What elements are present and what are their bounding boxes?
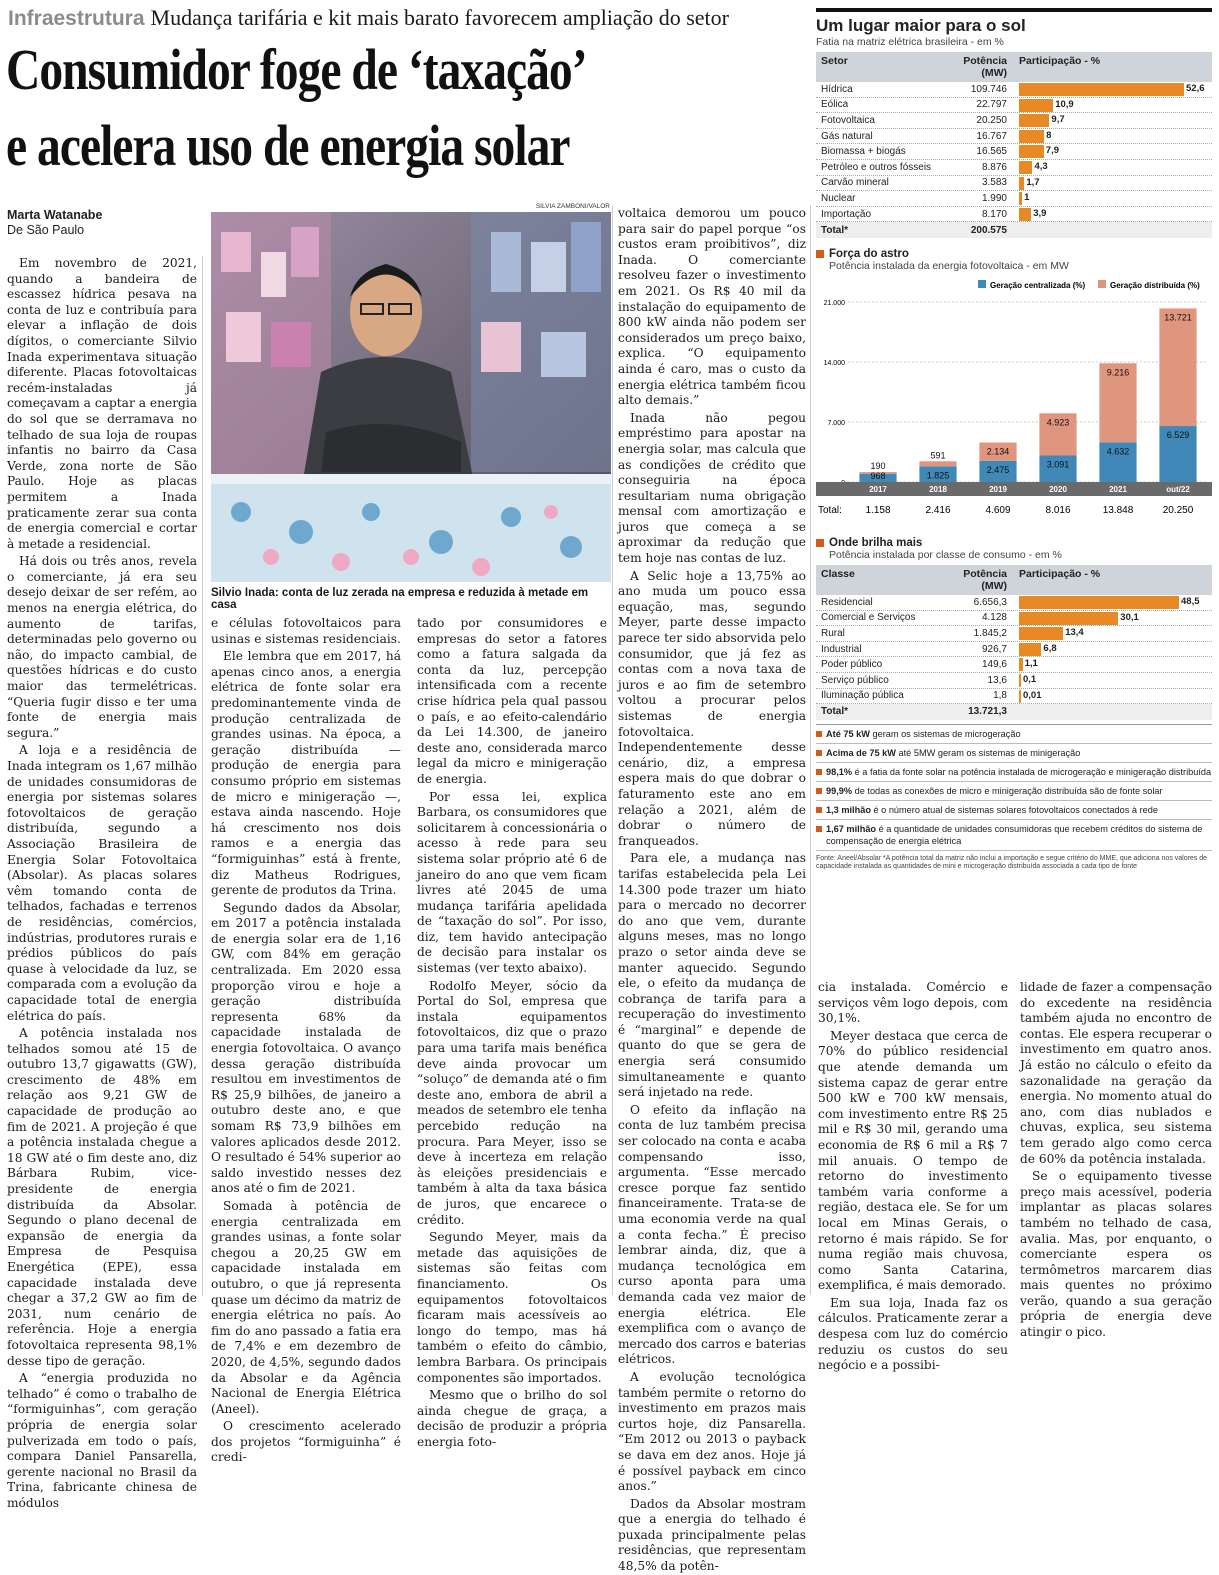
row-label: Biomassa + biogás bbox=[821, 146, 906, 158]
row-mw: 1.845,2 bbox=[973, 627, 1007, 639]
share-bar bbox=[1019, 177, 1024, 190]
value-label-centralizada: 2.475 bbox=[986, 464, 1010, 475]
value-label-centralizada: 968 bbox=[870, 470, 886, 481]
column-divider bbox=[202, 256, 203, 1296]
share-bar bbox=[1019, 643, 1041, 656]
fact-item: Acima de 75 kW até 5MW geram os sistemas de minigeração bbox=[816, 744, 1212, 763]
row-mw: 13,6 bbox=[987, 674, 1007, 686]
row-mw: 109.746 bbox=[970, 83, 1007, 95]
value-label-distribuida: 2.134 bbox=[986, 446, 1010, 457]
classe-table-header bbox=[816, 565, 1212, 595]
row-mw: 926,7 bbox=[981, 643, 1007, 655]
row-mw: 6.656,3 bbox=[973, 596, 1007, 608]
table-row bbox=[816, 113, 1212, 129]
row-label: Comercial e Serviços bbox=[821, 612, 916, 624]
share-value: 48,5 bbox=[1181, 595, 1200, 607]
share-value: 3,9 bbox=[1033, 207, 1047, 219]
bar-distribuida-out/22 bbox=[1159, 308, 1196, 426]
classe-title: Onde brilha mais bbox=[816, 537, 1212, 549]
col-header-participacao: Participação - % bbox=[1019, 567, 1101, 580]
value-label-distribuida: 4.923 bbox=[1046, 417, 1070, 428]
col-header-potencia: Potência (MW) bbox=[963, 567, 1007, 592]
row-label: Rural bbox=[821, 627, 845, 639]
total-label: 4.609 bbox=[985, 504, 1011, 516]
table-row bbox=[816, 689, 1212, 705]
matrix-total-row bbox=[816, 222, 1212, 238]
row-mw: 149,6 bbox=[981, 659, 1007, 671]
row-mw: 8.170 bbox=[981, 208, 1007, 220]
row-label: Importação bbox=[821, 208, 872, 220]
paragraph: tado por consumidores e empresas do setor a fatores como a fatura salgada da conta da luz, percepção intensificada com a recente crise hídrica pela qual passou o país, e ao efeito-calendário da Lei 14.300, de janeiro deste ano, considerada marco legal da micro e minigeração de energia. bbox=[417, 616, 607, 786]
col-header-participacao: Participação - % bbox=[1019, 55, 1101, 67]
total-label: 1.158 bbox=[865, 504, 891, 516]
row-mw: 1.990 bbox=[981, 192, 1007, 204]
row-label: Industrial bbox=[821, 643, 862, 655]
paragraph: Por essa lei, explica Barbara, os consumidores que solicitarem à concessionária o acesso à rede para seu sistema solar próprio até 6 de janeiro do ano que vem ficam livres até 2045 de uma mudança tarifária apelidada de “taxação do sol”. Por isso, diz, tem havido antecipação de decisão para instalar os sistemas (ver texto abaixo). bbox=[417, 789, 607, 976]
paragraph: A loja e a residência de Inada integram os 1,67 milhão de unidades consumidoras de energia por sistemas solares fotovoltaicos de geração distribuída, segundo a Associação Brasileira de Energia Solar Fotovoltaica (Absolar). As placas solares vêm tomando conta de telhados, fachadas e terrenos de residências, comércios, indústrias, produtores rurais e prédios públicos do país quase à velocidade da luz, se comparada com a evolução da capacidade total de energia elétrica do país. bbox=[7, 743, 197, 1023]
article-column-1 bbox=[7, 256, 197, 1510]
forca-title: Força do astro bbox=[816, 248, 1212, 260]
kicker bbox=[8, 5, 729, 31]
value-label-distribuida: 591 bbox=[930, 450, 946, 461]
y-tick-label: 14.000 bbox=[823, 359, 845, 367]
value-label-centralizada: 3.091 bbox=[1046, 459, 1070, 470]
row-label: Gás natural bbox=[821, 130, 873, 142]
share-bar bbox=[1019, 130, 1044, 143]
paragraph: Meyer destaca que cerca de 70% do público residencial que atende demanda um sistema capaz de gerar entre 500 kW e 700 kW mensais, com investimento entre R$ 25 mil e R$ 30 mil, gerando uma economia de R$ 6 mil a R$ 7 mil anuais. O tempo de retorno do investimento também varia conforme a região, destaca ele. Se for um local em Minas Gerais, o retorno é mais rápido. Se for numa região mais chuvosa, como Santa Catarina, exemplifica, é mais demorado. bbox=[818, 1028, 1008, 1293]
article-column-5 bbox=[818, 980, 1008, 1373]
share-bar bbox=[1019, 674, 1021, 687]
share-bar bbox=[1019, 690, 1021, 703]
x-tick-label: 2021 bbox=[1109, 484, 1127, 494]
table-row bbox=[816, 144, 1212, 160]
total-label: Total* bbox=[821, 224, 849, 236]
total-label: 8.016 bbox=[1045, 504, 1071, 516]
headline-line1: Consumidor foge de ‘taxação’ bbox=[6, 37, 587, 102]
article-column-4 bbox=[618, 206, 806, 1574]
row-mw: 22.797 bbox=[976, 99, 1007, 111]
table-row bbox=[816, 642, 1212, 658]
share-bar bbox=[1019, 658, 1023, 671]
article-column-3 bbox=[417, 616, 607, 1449]
paragraph: A Selic hoje a 13,75% ao ano muda um pouco essa equação, mas, segundo Meyer, parte desse impacto parece ter sido absorvida pelo consumidor, que já fez as contas com a nova taxa de juros e ao fim de setembro voltou a procurar pelos sistemas de energia fotovoltaica. Independentemente desse cenário, diz, a empresa espera mais do que dobrar o faturamento este ano em relação a 2021, além de dobrar o número de franqueados. bbox=[618, 568, 806, 848]
photo-credit: SILVIA ZAMBONI/VALOR bbox=[535, 203, 610, 210]
paragraph: e células fotovoltaicos para usinas e sistemas residenciais. bbox=[211, 616, 401, 646]
row-mw: 20.250 bbox=[976, 114, 1007, 126]
share-value: 1,1 bbox=[1024, 658, 1038, 670]
value-label-distribuida: 190 bbox=[870, 461, 886, 472]
share-value: 6,8 bbox=[1043, 642, 1057, 654]
col-header-potencia: Potência (MW) bbox=[963, 55, 1007, 79]
share-bar bbox=[1019, 145, 1044, 158]
paragraph: A evolução tecnológica também permite o retorno do investimento em prazos mais curtos hoje, diz Pansarella. “Em 2012 ou 2013 o payback se dava em dez anos. Hoje já é possível payback em cinco anos.” bbox=[618, 1369, 806, 1494]
paragraph: Em sua loja, Inada faz os cálculos. Praticamente zerar a despesa com luz do comércio reduziu os custos do seu negócio e a possibi- bbox=[818, 1295, 1008, 1373]
table-row bbox=[816, 191, 1212, 207]
share-bar bbox=[1019, 161, 1032, 174]
square-bullet-icon bbox=[816, 539, 824, 547]
col-header-classe: Classe bbox=[821, 567, 855, 580]
share-bar bbox=[1019, 627, 1063, 640]
total-value: 13.721,3 bbox=[968, 706, 1007, 718]
share-bar bbox=[1019, 596, 1179, 609]
paragraph: voltaica demorou um pouco para sair do papel porque “os custos eram proibitivos”, diz Inada. O comerciante resolveu fazer o investimento em 2021. Os R$ 40 mil da instalação do equipamento de 800 kW ainda não podem ser considerados um preço baixo, explica. “O equipamento ainda é caro, mas o custo da energia elétrica também ficou alto demais.” bbox=[618, 206, 806, 408]
row-label: Eólica bbox=[821, 99, 849, 111]
share-value: 10,9 bbox=[1055, 98, 1074, 110]
column-divider bbox=[810, 205, 811, 1295]
value-label-centralizada: 4.632 bbox=[1106, 446, 1130, 457]
row-mw: 4.128 bbox=[981, 612, 1007, 624]
paragraph: Rodolfo Meyer, sócio da Portal do Sol, empresa que instala equipamentos fotovoltaicos, diz que o prazo para uma tarifa mais benéfica deve ainda provocar um “soluço” de demanda até o fim deste ano, embora de abril a meados de setembro ele tenha percebido redução na procura. Para Meyer, isso se deve à incerteza em relação às eleições presidenciais e também à alta da taxa básica de juros, que encarece o crédito. bbox=[417, 978, 607, 1227]
facts-list bbox=[816, 724, 1212, 851]
table-row bbox=[816, 611, 1212, 627]
y-tick-label: 21.000 bbox=[823, 299, 845, 307]
table-row bbox=[816, 160, 1212, 176]
matrix-table-header bbox=[816, 52, 1212, 82]
table-row bbox=[816, 98, 1212, 114]
paragraph: Há dois ou três anos, revela o comerciante, já era seu desejo deixar de ser refém, ao menos na energia elétrica, do aumento de tarifas, determinadas pelo governo ou não, do impacto cambial, de questões hídricas e do custo maior das termelétricas. “Queria fugir disso e ter uma fonte de energia mais segura.” bbox=[7, 554, 197, 740]
y-tick-label: 7.000 bbox=[827, 419, 845, 427]
share-value: 8 bbox=[1046, 129, 1052, 141]
paragraph: A “energia produzida no telhado” é como o trabalho de “formiguinhas”, com geração própria de energia solar pulverizada em todo o país, compara Daniel Pansarella, gerente nacional no Brasil da Trina, fabricante chinesa de módulos bbox=[7, 1371, 197, 1510]
fact-item: 1,67 milhão é a quantidade de unidades consumidoras que recebem créditos do sistema de compensação de energia elétrica bbox=[816, 820, 1212, 851]
x-tick-label: out/22 bbox=[1166, 484, 1190, 494]
photo-illustration bbox=[211, 212, 611, 582]
author-name: Marta Watanabe bbox=[7, 208, 103, 222]
sidebar-infographic bbox=[816, 8, 1212, 872]
total-label: 2.416 bbox=[925, 504, 951, 516]
share-value: 1,7 bbox=[1026, 176, 1040, 188]
row-label: Poder público bbox=[821, 659, 883, 671]
forca-subtitle: Potência instalada da energia fotovoltaica - em MW bbox=[829, 259, 1069, 272]
share-bar bbox=[1019, 192, 1022, 205]
fact-item: 99,9% de todas as conexões de micro e minigeração distribuída são de fonte solar bbox=[816, 782, 1212, 801]
paragraph: Se o equipamento tivesse preço mais acessível, poderia implantar as placas solares também no telhado de casa, avalia. Mas, por enquanto, o comerciante espera os termômetros marcarem dias mais quentes no próximo verão, quando a sua geração própria de energia deve atingir o pico. bbox=[1020, 1169, 1212, 1340]
table-row bbox=[816, 207, 1212, 223]
x-tick-label: 2017 bbox=[869, 484, 887, 494]
row-mw: 3.583 bbox=[981, 177, 1007, 189]
article-column-6 bbox=[1020, 980, 1212, 1340]
paragraph: lidade de fazer a compensação do excedente na residência também ajuda no encontro de contas. Ele espera recuperar o investimento em quatro anos. Já estão no cálculo o efeito da sazonalidade na geração da energia. No momento atual do ano, com dias nublados e chuvas, explica, seu sistema tem gerado algo como cerca de 60% da potência instalada. bbox=[1020, 980, 1212, 1166]
value-label-centralizada: 1.825 bbox=[926, 470, 950, 481]
share-value: 13,4 bbox=[1065, 627, 1084, 639]
total-value: 200.575 bbox=[970, 224, 1007, 236]
table-row bbox=[816, 657, 1212, 673]
share-bar bbox=[1019, 612, 1118, 625]
matrix-table bbox=[816, 82, 1212, 222]
table-row bbox=[816, 626, 1212, 642]
total-label: 20.250 bbox=[1162, 504, 1194, 516]
paragraph: Para ele, a mudança nas tarifas estabelecida pela Lei 14.300 pode trazer um hiato para o mercado no decorrer do ano que vem, durante alguns meses, mas no longo prazo o setor ainda deve se manter aquecido. Segundo ele, o efeito da mudança de cobrança de tarifa para a recuperação do investimento é “marginal” e depende de quanto do que se gera de energia será consumido simultaneamente e quanto será injetado na rede. bbox=[618, 851, 806, 1100]
x-tick-label: 2018 bbox=[929, 484, 947, 494]
headline-line2: e acelera uso de energia solar bbox=[6, 113, 570, 178]
article-column-2 bbox=[211, 616, 401, 1465]
share-value: 0,1 bbox=[1023, 673, 1037, 685]
fact-item: Até 75 kW geram os sistemas de microgeração bbox=[816, 725, 1212, 744]
row-mw: 16.767 bbox=[976, 130, 1007, 142]
paragraph: Segundo dados da Absolar, em 2017 a potência instalada de energia solar era de 1,16 GW, com 84% em geração centralizada. Em 2020 essa proporção virou e hoje a geração distribuída representa 68% da capacidade instalada de energia fotovoltaica. O avanço dessa geração distribuída resultou em investimentos de R$ 25,9 bilhões, de janeiro a outubro deste ano, e que somam R$ 73,9 bilhões em valores aplicados desde 2012. O resultado é 54% superior ao saldo investido nesses dez anos até o fim de 2021. bbox=[211, 900, 401, 1196]
share-value: 30,1 bbox=[1120, 611, 1139, 623]
byline bbox=[7, 208, 102, 238]
fact-item: 1,3 milhão é o número atual de sistemas solares fotovoltaicos conectados à rede bbox=[816, 801, 1212, 820]
total-label: 13.848 bbox=[1102, 504, 1134, 516]
paragraph: O efeito da inflação na conta de luz também precisa ser colocado na conta e acaba compensando isso, argumenta. “Esse mercado cresce porque faz sentido financeiramente. Trata-se de uma economia verde na qual a conta fecha.” É preciso lembrar ainda, diz, que a mudança tecnológica em curso aponta para uma demanda cada vez maior de energia elétrica. Ele exemplifica com o avanço de mercado dos carros e baterias elétricos. bbox=[618, 1102, 806, 1367]
row-label: Residencial bbox=[821, 596, 873, 608]
classe-subtitle: Potência instalada por classe de consumo - em % bbox=[829, 548, 1062, 561]
share-value: 7,9 bbox=[1045, 145, 1059, 157]
paragraph: Inada não pegou empréstimo para apostar na energia solar, mas calcula que as condições de crédito que conseguiria na época resultariam numa obrigação mensal com amortização e juros que começa a se aproximar da redução que tem hoje nas contas de luz. bbox=[618, 410, 806, 566]
table-row bbox=[816, 595, 1212, 611]
column-divider bbox=[612, 205, 613, 1295]
x-tick-label: 2019 bbox=[989, 484, 1007, 494]
value-label-centralizada: 6.529 bbox=[1166, 429, 1190, 440]
classe-table bbox=[816, 595, 1212, 704]
paragraph: cia instalada. Comércio e serviços vêm logo depois, com 30,1%. bbox=[818, 980, 1008, 1026]
row-label: Nuclear bbox=[821, 192, 856, 204]
table-row bbox=[816, 129, 1212, 145]
paragraph: O crescimento acelerado dos projetos “formiguinha” é credi- bbox=[211, 1419, 401, 1465]
source-note: Fonte: Aneel/Absolar *A potência total da matriz não inclui a importação e segue critério do MME, que adiciona nos valores de capacidade instalada as quantidades de mini e microgeração distribuída associada a cada tipo de fonte bbox=[816, 854, 1208, 871]
paragraph: Segundo Meyer, mais da metade das aquisições de sistemas são feitas com financiamento. Os equipamentos fotovoltaicos ficaram mais acessíveis ao longo do tempo, mas há também o efeito do câmbio, lembra Barbara. Os principais componentes são importados. bbox=[417, 1230, 607, 1385]
row-mw: 8.876 bbox=[981, 161, 1007, 173]
value-label-distribuida: 9.216 bbox=[1106, 367, 1130, 378]
share-bar bbox=[1019, 99, 1053, 112]
row-label: Fotovoltaica bbox=[821, 114, 875, 126]
share-bar bbox=[1019, 114, 1049, 127]
paragraph: Ele lembra que em 2017, há apenas cinco anos, a energia elétrica de fonte solar era predominantemente vinda de produção centralizada de grandes usinas. Na época, a geração distribuída — produção de energia para consumo próprio em sistemas de micro e minigeração —, estava ainda nascendo. Hoje há crescimento nos dois ramos e a energia das “formiguinhas” está à frente, diz Matheus Rodrigues, gerente de produtos da Trina. bbox=[211, 649, 401, 898]
x-tick-label: 2020 bbox=[1049, 484, 1067, 494]
article-photo bbox=[211, 212, 611, 582]
solar-capacity-chart bbox=[816, 272, 1212, 522]
value-label-distribuida: 13.721 bbox=[1164, 312, 1192, 323]
classe-total-row bbox=[816, 704, 1212, 720]
paragraph: Em novembro de 2021, quando a bandeira de escassez hídrica pesava na conta de luz e contribuía para elevar a inflação de dois dígitos, o comerciante Silvio Inada experimentava situação diferente. Placas fotovoltaicas recém-instaladas já começavam a captar a energia do sol que se derramava no telhado de sua loja de roupas infantis no bairro da Casa Verde, zona norte de São Paulo. Hoje as placas permitem a Inada praticamente zerar sua conta de energia comercial e cortar à metade a residencial. bbox=[7, 256, 197, 551]
sidebar-title: Um lugar maior para o sol bbox=[816, 8, 1212, 36]
kicker-text: Mudança tarifária e kit mais barato favorecem ampliação do setor bbox=[150, 5, 729, 30]
row-label: Petróleo e outros fósseis bbox=[821, 161, 932, 173]
table-row bbox=[816, 82, 1212, 98]
total-label: Total* bbox=[821, 706, 849, 718]
paragraph: Somada à potência de energia centralizada em grandes usinas, a fonte solar chegou a 20,25 GW em capacidade instalada em outubro, o que já representa quase um décimo da matriz de energia elétrica no país. Ao fim do ano passado a fatia era de 7,4% e em dezembro de 2020, de 4,5%, segundo dados da Absolar e da Agência Nacional de Energia Elétrica (Aneel). bbox=[211, 1198, 401, 1416]
legend-label-distribuida: Geração distribuída (%) bbox=[1110, 280, 1200, 290]
row-label: Hídrica bbox=[821, 83, 853, 95]
paragraph: Dados da Absolar mostram que a energia do telhado é puxada principalmente pelas residências, que representam 48,5% da potên- bbox=[618, 1496, 806, 1574]
table-row bbox=[816, 176, 1212, 192]
share-value: 9,7 bbox=[1051, 114, 1065, 126]
row-mw: 16.565 bbox=[976, 146, 1007, 158]
section-tag: Infraestrutura bbox=[8, 7, 145, 30]
legend-label-centralizada: Geração centralizada (%) bbox=[990, 280, 1086, 290]
share-value: 4,3 bbox=[1034, 160, 1048, 172]
paragraph: Mesmo que o brilho do sol ainda chegue de graça, a decisão de produzir a própria energia foto- bbox=[417, 1388, 607, 1449]
totals-caption: Total: bbox=[818, 504, 842, 516]
row-mw: 1,8 bbox=[993, 690, 1007, 702]
row-label: Serviço público bbox=[821, 674, 889, 686]
photo-caption: Silvio Inada: conta de luz zerada na empresa e reduzida à metade em casa bbox=[211, 587, 589, 611]
table-row bbox=[816, 673, 1212, 689]
row-label: Iluminação pública bbox=[821, 690, 904, 702]
col-header-setor: Setor bbox=[821, 55, 848, 67]
square-bullet-icon bbox=[816, 250, 824, 258]
fact-item: 98,1% é a fatia da fonte solar na potência instalada de microgeração e minigeração distribuída bbox=[816, 763, 1212, 782]
row-label: Carvão mineral bbox=[821, 177, 889, 189]
share-value: 1 bbox=[1024, 192, 1030, 204]
share-value: 0,01 bbox=[1023, 689, 1042, 701]
paragraph: A potência instalada nos telhados somou até 15 de outubro 13,7 gigawatts (GW), crescimento de 48% em relação aos 9,21 GW de capacidade de produção ao fim de 2021. A projeção é que a potência instalada chegue a 18 GW até o fim deste ano, diz Bárbara Rubim, vice-presidente de energia distribuída da Absolar. Segundo o plano decenal de expansão de energia da Empresa de Pesquisa Energética (EPE), essa capacidade instalada deve chegar a 37,2 GW ao fim de 2031, num cenário de referência. Hoje a energia fotovoltaica representa 98,1% desse tipo de geração. bbox=[7, 1026, 197, 1368]
bar-distribuida-2018 bbox=[919, 461, 956, 466]
legend-swatch-centralizada bbox=[978, 280, 986, 288]
share-value: 52,6 bbox=[1186, 83, 1205, 94]
author-location: De São Paulo bbox=[7, 223, 85, 237]
sidebar-subtitle: Fatia na matriz elétrica brasileira - em % bbox=[816, 36, 1004, 48]
legend-swatch-distribuida bbox=[1098, 280, 1106, 288]
share-bar bbox=[1019, 208, 1031, 221]
share-bar bbox=[1019, 83, 1184, 96]
